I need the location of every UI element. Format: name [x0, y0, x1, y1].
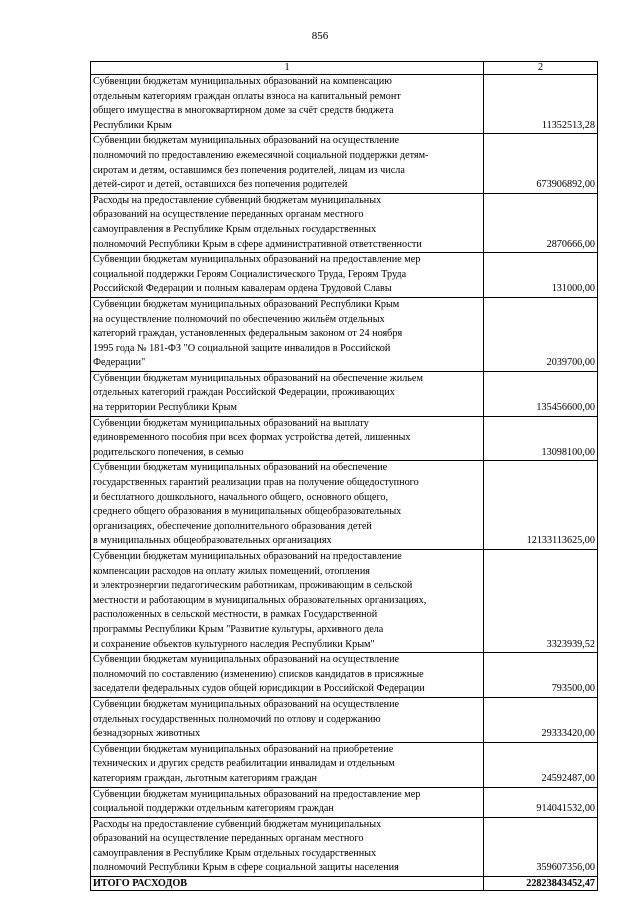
row-amount: 135456600,00 [484, 371, 598, 416]
row-description: Субвенции бюджетам муниципальных образований на предоставление мер социальной поддержки Героям Социалистического Труда, Героям Труда Российской Федерации и полным кавалерам ордена Трудовой Славы [91, 253, 484, 298]
row-amount: 131000,00 [484, 253, 598, 298]
budget-expenditure-table [90, 61, 598, 891]
table-row [91, 371, 598, 416]
row-amount: 24592487,00 [484, 742, 598, 787]
table-row [91, 787, 598, 817]
row-amount: 12133113625,00 [484, 461, 598, 550]
table-row [91, 550, 598, 653]
table-row [91, 297, 598, 371]
total-amount: 22823843452,47 [484, 877, 598, 891]
row-amount: 11352513,28 [484, 75, 598, 134]
table-row [91, 461, 598, 550]
table-row [91, 742, 598, 787]
column-header-description: 1 [91, 62, 484, 75]
total-label: ИТОГО РАСХОДОВ [91, 877, 484, 891]
row-description: Субвенции бюджетам муниципальных образований на обеспечение жильем отдельных категорий граждан Российской Федерации, проживающих на территории Республики Крым [91, 371, 484, 416]
row-amount: 793500,00 [484, 653, 598, 698]
table-header-row [91, 62, 598, 75]
row-amount: 2039700,00 [484, 297, 598, 371]
table-row [91, 253, 598, 298]
row-description: Субвенции бюджетам муниципальных образований Республики Крым на осуществление полномочий по обеспечению жильём отдельных категорий граждан, установленных федеральным законом от 24 ноября 1995 года № 181-ФЗ "О социальной защите инвалидов в Российской Федерации" [91, 297, 484, 371]
row-amount: 673906892,00 [484, 134, 598, 193]
table-row [91, 134, 598, 193]
row-description: Субвенции бюджетам муниципальных образований на приобретение технических и других средств реабилитации инвалидам и отдельным категориям граждан, льготным категориям граждан [91, 742, 484, 787]
row-amount: 914041532,00 [484, 787, 598, 817]
row-amount: 359607356,00 [484, 817, 598, 876]
row-amount: 29333420,00 [484, 697, 598, 742]
table-row [91, 817, 598, 876]
row-description: Субвенции бюджетам муниципальных образований на обеспечение государственных гарантий реализации прав на получение общедоступного и бесплатного дошкольного, начального общего, основного общего, среднего общего образования в муниципальных общеобразовательных организациях, обеспечение дополнительного образования детей в муниципальных общеобразовательных организациях [91, 461, 484, 550]
page-number: 856 [311, 30, 329, 42]
row-amount: 2870666,00 [484, 193, 598, 252]
table-row [91, 653, 598, 698]
row-description: Расходы на предоставление субвенций бюджетам муниципальных образований на осуществление переданных органам местного самоуправления в Республике Крым отдельных государственных полномочий Республики Крым в сфере административной ответственности [91, 193, 484, 252]
row-description: Субвенции бюджетам муниципальных образований на осуществление полномочий по составлению (изменению) списков кандидатов в присяжные заседатели федеральных судов общей юрисдикции в Российской Федерации [91, 653, 484, 698]
row-description: Субвенции бюджетам муниципальных образований на предоставление компенсации расходов на оплату жилых помещений, отопления и электроэнергии педагогическим работникам, проживающим в сельской местности и работающим в муниципальных образовательных организациях, расположенных в сельской местности, в рамках Государственной программы Республики Крым "Развитие культуры, архивного дела и сохранение объектов культурного наследия Республики Крым" [91, 550, 484, 653]
row-description: Субвенции бюджетам муниципальных образований на осуществление полномочий по предоставлению ежемесячной социальной поддержки детям- сиротам и детям, оставшимся без попечения родителей, лицам из числа детей-сирот и детей, оставшихся без попечения родителей [91, 134, 484, 193]
row-description: Субвенции бюджетам муниципальных образований на осуществление отдельных государственных полномочий по отлову и содержанию безнадзорных животных [91, 697, 484, 742]
row-description: Субвенции бюджетам муниципальных образований на выплату единовременного пособия при всех формах устройства детей, лишенных родительского попечения, в семью [91, 416, 484, 461]
table-body [91, 75, 598, 891]
row-description: Субвенции бюджетам муниципальных образований на компенсацию отдельным категориям граждан оплаты взноса на капитальный ремонт общего имущества в многоквартирном доме за счёт средств бюджета Республики Крым [91, 75, 484, 134]
table-row [91, 416, 598, 461]
table-row [91, 193, 598, 252]
row-description: Субвенции бюджетам муниципальных образований на предоставление мер социальной поддержки отдельным категориям граждан [91, 787, 484, 817]
table-row [91, 75, 598, 134]
row-description: Расходы на предоставление субвенций бюджетам муниципальных образований на осуществление переданных органам местного самоуправления в Республике Крым отдельных государственных полномочий Республики Крым в сфере социальной защиты населения [91, 817, 484, 876]
column-header-amount: 2 [484, 62, 598, 75]
table-row [91, 697, 598, 742]
row-amount: 13098100,00 [484, 416, 598, 461]
total-row [91, 877, 598, 891]
row-amount: 3323939,52 [484, 550, 598, 653]
